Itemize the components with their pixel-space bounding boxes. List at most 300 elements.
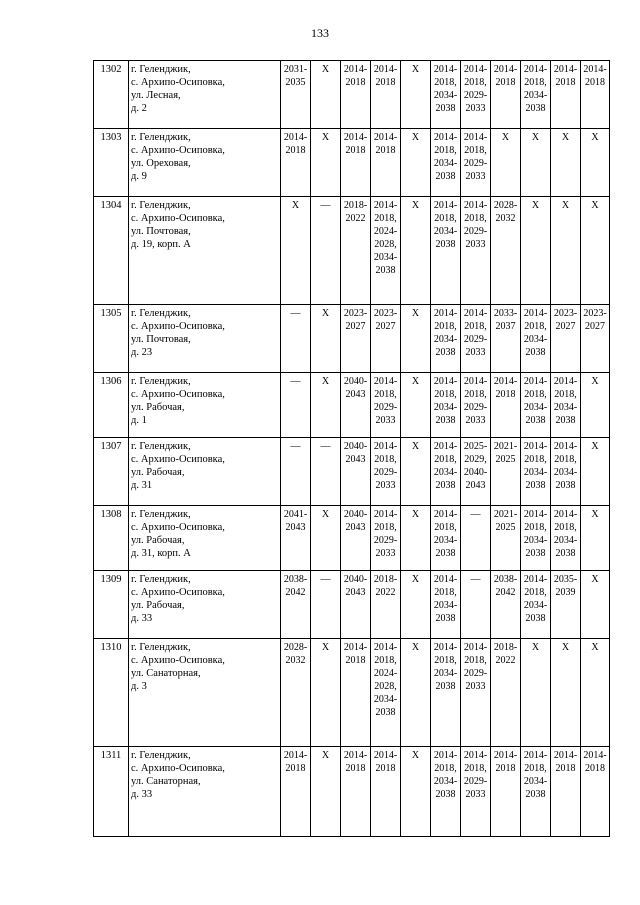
address-line: д. 1 — [131, 415, 147, 426]
period-value: 2018 — [495, 389, 516, 400]
row-number: 1309 — [94, 571, 129, 639]
period-value: 2040- — [343, 509, 368, 520]
period-value: X — [411, 64, 420, 75]
period-value: X — [561, 642, 570, 653]
period-cell — [491, 373, 521, 438]
period-value: 2023- — [553, 308, 578, 319]
period-value: 2014- — [433, 64, 458, 75]
period-value: 2014- — [463, 642, 488, 653]
period-cell — [461, 506, 491, 571]
period-value: X — [321, 750, 330, 761]
period-value: X — [411, 750, 420, 761]
period-cell — [311, 747, 341, 837]
table-row — [94, 129, 610, 197]
schedule-table — [93, 60, 610, 837]
period-value: 2038 — [435, 347, 456, 358]
period-value: X — [561, 200, 570, 211]
period-value: 2034- — [433, 668, 458, 679]
period-cell — [491, 197, 521, 305]
period-value: 2040- — [343, 441, 368, 452]
period-cell — [521, 373, 551, 438]
address-line: д. 9 — [131, 171, 147, 182]
period-value: X — [591, 200, 599, 211]
period-value: 2034- — [433, 776, 458, 787]
period-value: 2034- — [523, 402, 548, 413]
period-value: 2041- — [283, 509, 308, 520]
period-value: 2018 — [555, 77, 576, 88]
period-cell — [491, 305, 521, 373]
period-cell — [431, 639, 461, 747]
period-value: 2018, — [374, 389, 397, 400]
period-cell — [581, 438, 610, 506]
period-value: 2038- — [493, 574, 518, 585]
period-value: 2014- — [463, 376, 488, 387]
period-value: 2018, — [554, 522, 577, 533]
period-value: 2014- — [433, 509, 458, 520]
period-value: 2014- — [553, 376, 578, 387]
address-line: с. Архипо-Осиповка, — [131, 77, 225, 88]
address-line: г. Геленджик, — [131, 750, 191, 761]
period-cell — [311, 639, 341, 747]
period-cell — [311, 571, 341, 639]
period-cell — [461, 305, 491, 373]
address-line: г. Геленджик, — [131, 642, 191, 653]
period-value: 2034- — [523, 467, 548, 478]
row-number: 1306 — [94, 373, 129, 438]
address-line: с. Архипо-Осиповка, — [131, 763, 225, 774]
address-cell — [129, 506, 281, 571]
period-cell — [281, 129, 311, 197]
period-value: 2023- — [583, 308, 607, 319]
period-value: X — [591, 376, 599, 387]
period-cell — [371, 571, 401, 639]
period-value: 2039 — [555, 587, 576, 598]
period-value: 2027 — [585, 321, 605, 332]
period-cell — [581, 129, 610, 197]
address-line: г. Геленджик, — [131, 509, 191, 520]
address-line: д. 33 — [131, 613, 153, 624]
period-value: — — [320, 200, 331, 211]
period-value: 2014- — [373, 642, 398, 653]
period-value: 2018, — [554, 454, 577, 465]
period-value: 2014- — [553, 509, 578, 520]
period-cell — [371, 747, 401, 837]
period-value: 2018, — [464, 321, 487, 332]
period-value: X — [561, 132, 570, 143]
period-value: 2034- — [523, 776, 548, 787]
period-cell — [281, 506, 311, 571]
period-value: 2027 — [345, 321, 366, 332]
period-cell — [401, 639, 431, 747]
period-value: 2018 — [345, 77, 366, 88]
period-cell — [281, 61, 311, 129]
period-value: 2022 — [375, 587, 396, 598]
period-value: 2042 — [285, 587, 306, 598]
address-line: с. Архипо-Осиповка, — [131, 389, 225, 400]
period-cell — [341, 305, 371, 373]
period-cell — [401, 305, 431, 373]
address-line: с. Архипо-Осиповка, — [131, 587, 225, 598]
period-value: 2034- — [433, 467, 458, 478]
period-value: 2018 — [285, 763, 306, 774]
period-value: 2035 — [285, 77, 306, 88]
period-value: X — [321, 64, 330, 75]
period-value: X — [531, 200, 540, 211]
period-value: X — [591, 642, 599, 653]
address-cell — [129, 61, 281, 129]
period-cell — [581, 197, 610, 305]
period-value: 2042 — [495, 587, 516, 598]
period-value: 2033 — [465, 239, 486, 250]
period-value: 2029- — [463, 334, 488, 345]
period-value: 2014- — [583, 64, 607, 75]
period-value: 2033 — [375, 415, 396, 426]
period-cell — [341, 639, 371, 747]
period-value: 2014- — [373, 376, 398, 387]
period-value: 2038 — [525, 480, 546, 491]
period-cell — [341, 571, 371, 639]
period-value: X — [411, 308, 420, 319]
period-cell — [281, 571, 311, 639]
period-cell — [551, 197, 581, 305]
period-value: 2038 — [435, 613, 456, 624]
period-value: 2018, — [524, 389, 547, 400]
period-value: 2014- — [523, 308, 548, 319]
address-line: ул. Почтовая, — [131, 226, 191, 237]
period-value: 2014- — [523, 574, 548, 585]
period-value: 2018, — [374, 522, 397, 533]
period-value: X — [321, 376, 330, 387]
period-cell — [461, 129, 491, 197]
period-value: 2034- — [433, 535, 458, 546]
period-value: X — [291, 200, 300, 211]
period-cell — [431, 197, 461, 305]
period-value: 2018 — [375, 145, 396, 156]
period-value: 2018- — [373, 574, 398, 585]
table-row — [94, 639, 610, 747]
period-value: 2014- — [283, 132, 308, 143]
period-cell — [491, 129, 521, 197]
period-value: 2028- — [283, 642, 308, 653]
period-cell — [281, 373, 311, 438]
period-value: 2018, — [374, 655, 397, 666]
period-cell — [341, 197, 371, 305]
period-value: X — [411, 132, 420, 143]
period-value: 2018- — [493, 642, 518, 653]
address-cell — [129, 438, 281, 506]
period-value: X — [531, 132, 540, 143]
period-cell — [341, 61, 371, 129]
period-value: X — [321, 509, 330, 520]
period-value: 2014- — [373, 200, 398, 211]
address-cell — [129, 571, 281, 639]
period-value: 2028- — [493, 200, 518, 211]
address-line: ул. Санаторная, — [131, 668, 201, 679]
address-line: с. Архипо-Осиповка, — [131, 454, 225, 465]
period-value: 2018, — [434, 145, 457, 156]
address-line: д. 31, корп. А — [131, 548, 191, 559]
period-value: X — [411, 441, 420, 452]
period-value: 2014- — [433, 132, 458, 143]
period-cell — [281, 438, 311, 506]
period-cell — [581, 747, 610, 837]
period-value: 2022 — [495, 655, 516, 666]
period-value: 2018 — [495, 77, 516, 88]
address-line: г. Геленджик, — [131, 574, 191, 585]
period-cell — [311, 61, 341, 129]
period-cell — [521, 197, 551, 305]
period-value: 2018, — [524, 454, 547, 465]
period-cell — [521, 571, 551, 639]
address-line: ул. Лесная, — [131, 90, 181, 101]
period-value: 2034- — [433, 90, 458, 101]
period-value: X — [591, 132, 599, 143]
period-value: X — [321, 308, 330, 319]
address-cell — [129, 373, 281, 438]
address-cell — [129, 305, 281, 373]
period-cell — [371, 197, 401, 305]
period-value: 2033 — [465, 415, 486, 426]
period-value: 2043 — [345, 522, 366, 533]
address-line: г. Геленджик, — [131, 132, 191, 143]
period-cell — [491, 506, 521, 571]
period-cell — [431, 571, 461, 639]
period-cell — [461, 61, 491, 129]
period-value: 2018, — [434, 77, 457, 88]
address-line: г. Геленджик, — [131, 441, 191, 452]
address-line: д. 3 — [131, 681, 147, 692]
period-cell — [431, 506, 461, 571]
period-cell — [581, 305, 610, 373]
period-value: 2014- — [523, 441, 548, 452]
table-body — [94, 61, 610, 837]
period-value: 2029- — [463, 776, 488, 787]
page-number: 133 — [311, 26, 329, 40]
period-cell — [461, 438, 491, 506]
period-cell — [551, 305, 581, 373]
period-value: 2029- — [463, 402, 488, 413]
period-value: 2014- — [283, 750, 308, 761]
period-value: 2029- — [373, 467, 398, 478]
period-value: 2034- — [553, 467, 578, 478]
address-line: д. 23 — [131, 347, 153, 358]
period-value: 2038 — [555, 480, 576, 491]
period-value: 2027 — [555, 321, 576, 332]
period-value: 2018, — [464, 145, 487, 156]
period-value: 2014- — [343, 642, 368, 653]
period-value: 2038 — [435, 103, 456, 114]
period-value: 2038 — [435, 681, 456, 692]
period-cell — [551, 61, 581, 129]
period-cell — [311, 197, 341, 305]
period-value: 2043 — [345, 454, 366, 465]
table-row — [94, 571, 610, 639]
period-cell — [581, 373, 610, 438]
period-cell — [581, 571, 610, 639]
period-value: 2029- — [463, 668, 488, 679]
table-row — [94, 373, 610, 438]
period-value: 2014- — [433, 750, 458, 761]
period-cell — [581, 61, 610, 129]
period-value: 2024- — [373, 668, 398, 679]
period-value: 2018 — [585, 77, 605, 88]
table-row — [94, 438, 610, 506]
period-cell — [491, 438, 521, 506]
period-cell — [401, 438, 431, 506]
period-cell — [311, 438, 341, 506]
period-value: 2018, — [524, 763, 547, 774]
period-value: 2043 — [345, 389, 366, 400]
period-value: 2018, — [464, 77, 487, 88]
period-cell — [401, 129, 431, 197]
period-value: 2021- — [493, 509, 518, 520]
address-cell — [129, 197, 281, 305]
period-value: 2018, — [434, 587, 457, 598]
period-value: 2014- — [493, 64, 518, 75]
period-value: 2038 — [555, 548, 576, 559]
period-value: 2014- — [433, 200, 458, 211]
period-value: 2038 — [435, 239, 456, 250]
period-value: 2034- — [523, 600, 548, 611]
row-number: 1303 — [94, 129, 129, 197]
period-cell — [461, 747, 491, 837]
period-value: 2034- — [433, 334, 458, 345]
period-cell — [521, 305, 551, 373]
period-value: 2038 — [375, 707, 396, 718]
table-row — [94, 61, 610, 129]
period-cell — [371, 129, 401, 197]
period-value: 2018, — [434, 655, 457, 666]
period-value: 2025 — [495, 454, 516, 465]
period-value: — — [470, 509, 481, 520]
period-value: — — [320, 441, 331, 452]
period-value: 2018 — [375, 77, 396, 88]
period-value: — — [290, 441, 301, 452]
period-cell — [311, 373, 341, 438]
period-value: 2034- — [373, 694, 398, 705]
period-value: 2018 — [375, 763, 396, 774]
period-value: 2018, — [434, 389, 457, 400]
period-value: 2014- — [523, 376, 548, 387]
period-value: 2034- — [433, 402, 458, 413]
period-cell — [521, 506, 551, 571]
period-value: 2038 — [525, 103, 546, 114]
period-value: 2038 — [525, 613, 546, 624]
address-line: ул. Рабочая, — [131, 467, 185, 478]
period-value: 2018, — [554, 389, 577, 400]
period-value: 2014- — [463, 132, 488, 143]
period-value: 2033 — [375, 480, 396, 491]
period-value: 2033 — [375, 548, 396, 559]
period-cell — [401, 197, 431, 305]
row-number: 1308 — [94, 506, 129, 571]
period-value: 2014- — [523, 64, 548, 75]
period-value: X — [411, 509, 420, 520]
period-value: 2043 — [345, 587, 366, 598]
period-value: 2014- — [463, 308, 488, 319]
period-value: 2014- — [493, 376, 518, 387]
period-cell — [551, 639, 581, 747]
period-value: 2033 — [465, 347, 486, 358]
period-value: 2014- — [433, 376, 458, 387]
period-value: 2018- — [343, 200, 368, 211]
period-value: 2018 — [345, 763, 366, 774]
period-value: X — [321, 132, 330, 143]
period-value: 2038 — [435, 415, 456, 426]
table-row — [94, 506, 610, 571]
address-cell — [129, 129, 281, 197]
period-value: X — [531, 642, 540, 653]
period-value: 2034- — [523, 334, 548, 345]
period-value: 2043 — [465, 480, 486, 491]
period-value: 2014- — [343, 64, 368, 75]
period-value: 2014- — [373, 64, 398, 75]
address-line: ул. Рабочая, — [131, 535, 185, 546]
period-value: 2014- — [433, 642, 458, 653]
period-value: 2018, — [524, 321, 547, 332]
period-value: X — [591, 574, 599, 585]
period-cell — [551, 571, 581, 639]
period-value: 2021- — [493, 441, 518, 452]
address-line: г. Геленджик, — [131, 64, 191, 75]
period-value: 2032 — [285, 655, 306, 666]
period-cell — [521, 438, 551, 506]
period-cell — [551, 373, 581, 438]
period-value: 2014- — [523, 750, 548, 761]
period-cell — [431, 305, 461, 373]
period-value: 2018 — [555, 763, 576, 774]
period-value: — — [320, 574, 331, 585]
period-cell — [311, 129, 341, 197]
period-cell — [521, 747, 551, 837]
address-line: д. 33 — [131, 789, 153, 800]
row-number: 1310 — [94, 639, 129, 747]
row-number: 1302 — [94, 61, 129, 129]
period-value: 2027 — [375, 321, 396, 332]
period-value: 2034- — [553, 535, 578, 546]
address-line: с. Архипо-Осиповка, — [131, 522, 225, 533]
period-cell — [581, 639, 610, 747]
period-value: 2025- — [463, 441, 488, 452]
period-value: 2033 — [465, 681, 486, 692]
period-value: 2014- — [373, 132, 398, 143]
period-value: 2018, — [434, 763, 457, 774]
period-value: 2038 — [525, 415, 546, 426]
address-cell — [129, 747, 281, 837]
period-value: 2038 — [435, 480, 456, 491]
period-cell — [461, 197, 491, 305]
period-value: 2014- — [583, 750, 607, 761]
period-value: 2037 — [495, 321, 516, 332]
period-cell — [401, 373, 431, 438]
period-value: 2035- — [553, 574, 578, 585]
period-cell — [371, 506, 401, 571]
period-value: 2014- — [373, 509, 398, 520]
period-cell — [341, 438, 371, 506]
table-row — [94, 747, 610, 837]
period-cell — [551, 747, 581, 837]
period-value: 2040- — [343, 574, 368, 585]
period-value: 2034- — [433, 226, 458, 237]
period-value: 2038 — [435, 171, 456, 182]
period-value: 2040- — [463, 467, 488, 478]
period-cell — [371, 639, 401, 747]
period-value: 2018 — [495, 763, 516, 774]
period-value: 2029- — [463, 158, 488, 169]
period-value: 2023- — [343, 308, 368, 319]
period-cell — [551, 438, 581, 506]
row-number: 1305 — [94, 305, 129, 373]
